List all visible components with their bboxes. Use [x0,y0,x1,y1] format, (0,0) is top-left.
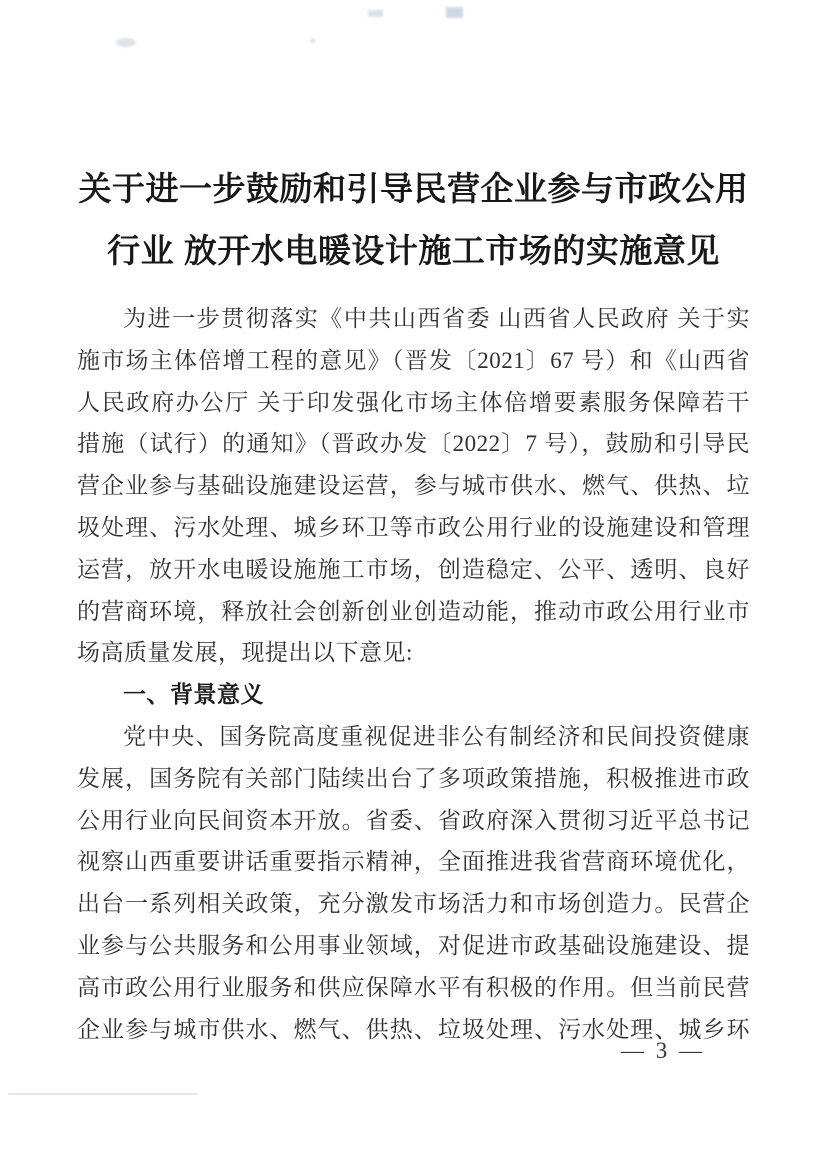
text-line: 圾处理、污水处理、城乡环卫等市政公用行业的设施建设和管理 [77,514,750,540]
text-line: 视察山西重要讲话重要指示精神，全面推进我省营商环境优化， [77,849,750,875]
text-line: 的营商环境，释放社会创新创业创造动能，推动市政公用行业市 [77,598,750,624]
document-title [48,158,779,282]
text-line: 人民政府办公厅 关于印发强化市场主体倍增要素服务保障若干 [77,389,750,415]
scan-artifact [116,38,136,47]
text-line: 出台一系列相关政策，充分激发市场活力和市场创造力。民营企 [77,891,750,917]
scan-artifact [446,7,463,18]
text-line: 公用行业向民间资本开放。省委、省政府深入贯彻习近平总书记 [77,807,750,833]
text-line: 施市场主体倍增工程的意见》（晋发〔2021〕67 号）和《山西省 [77,347,750,373]
text-line: 为进一步贯彻落实《中共山西省委 山西省人民政府 关于实 [123,306,750,331]
section-heading: 一、背景意义 [123,681,264,708]
text-line: 业参与公共服务和公用事业领域，对促进市政基础设施建设、提 [77,932,750,958]
text-line: 高市政公用行业服务和供应保障水平有积极的作用。但当前民营 [77,974,750,1000]
text-line: 企业参与城市供水、燃气、供热、垃圾处理、污水处理、城乡环 [77,1016,750,1042]
text-line: 营企业参与基础设施建设运营，参与城市供水、燃气、供热、垃 [77,473,750,499]
text-line: 措施（试行）的通知》（晋政办发〔2022〕7 号），鼓励和引导民 [77,431,750,457]
scan-artifact [310,39,316,43]
text-line: 场高质量发展，现提出以下意见: [77,640,413,666]
scan-artifact [8,1093,198,1095]
text-line: 发展，国务院有关部门陆续出台了多项政策措施，积极推进市政 [77,765,750,791]
document-body [77,298,750,1050]
document-title-line-2: 行业 放开水电暖设计施工市场的实施意见 [107,232,720,269]
scan-artifact [368,10,383,17]
text-line: 运营，放开水电暖设施施工市场，创造稳定、公平、透明、良好 [77,556,750,582]
text-line: 党中央、国务院高度重视促进非公有制经济和民间投资健康 [123,723,750,749]
document-title-line-1: 关于进一步鼓励和引导民营企业参与市政公用 [78,170,749,207]
page-number: — 3 — [621,1038,705,1063]
